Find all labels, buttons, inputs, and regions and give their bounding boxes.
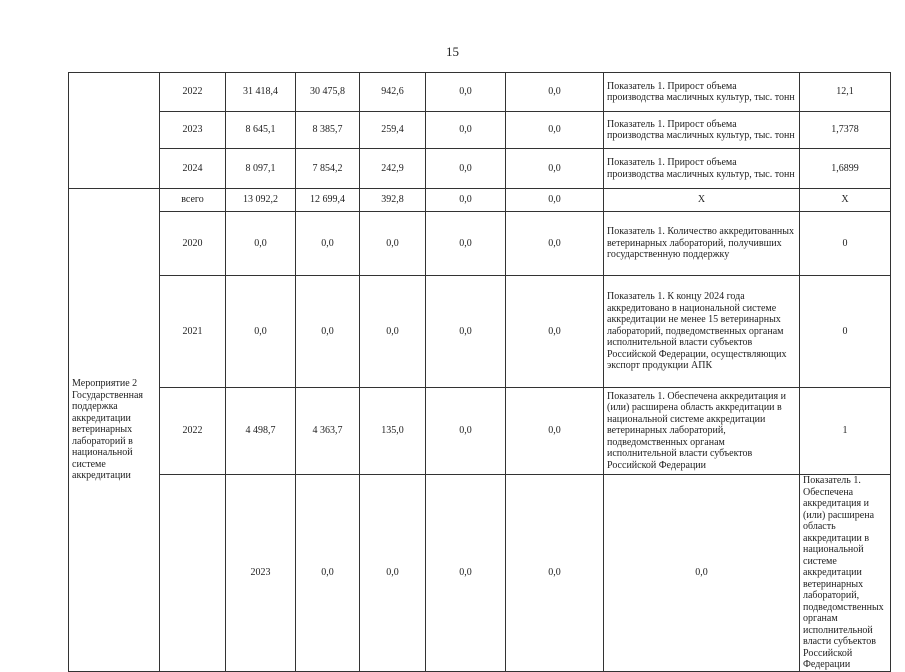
local-budget-cell: 0,0 xyxy=(506,475,604,672)
regional-budget-cell: 0,0 xyxy=(426,475,506,672)
total-cell: 8 645,1 xyxy=(226,112,296,149)
regional-budget-cell: 135,0 xyxy=(360,388,426,475)
year-cell: 2023 xyxy=(160,112,226,149)
table-row xyxy=(69,112,891,149)
table-row xyxy=(69,212,891,276)
local-budget-cell: 0,0 xyxy=(426,149,506,189)
indicator-value-cell: 1 xyxy=(800,388,891,475)
indicator-cell: Показатель 1. Количество аккредитованных ветеринарных лабораторий, получивших государственную поддержку xyxy=(604,212,800,276)
federal-budget-cell: 30 475,8 xyxy=(296,73,360,112)
indicator-value-cell: 1,7378 xyxy=(800,112,891,149)
measure-2-name-cell: Мероприятие 2 Государственная поддержка аккредитации ветеринарных лабораторий в национальной системе аккредитации xyxy=(69,189,160,672)
regional-budget-cell: 259,4 xyxy=(360,112,426,149)
year-cell: всего xyxy=(160,189,226,212)
table-row xyxy=(69,149,891,189)
measure-2-continued-cell xyxy=(160,475,226,672)
total-cell: 31 418,4 xyxy=(226,73,296,112)
extrabudget-cell: 0,0 xyxy=(506,112,604,149)
extrabudget-cell: 0,0 xyxy=(604,475,800,672)
local-budget-cell: 0,0 xyxy=(426,276,506,388)
extrabudget-cell: 0,0 xyxy=(506,276,604,388)
total-cell: 0,0 xyxy=(226,276,296,388)
federal-budget-cell: 12 699,4 xyxy=(296,189,360,212)
year-cell: 2021 xyxy=(160,276,226,388)
table-row xyxy=(69,73,891,112)
regional-budget-cell: 942,6 xyxy=(360,73,426,112)
page-number: 15 xyxy=(446,44,459,59)
federal-budget-cell: 0,0 xyxy=(360,475,426,672)
total-cell: 8 097,1 xyxy=(226,149,296,189)
indicator-cell: Показатель 1. Прирост объема производства масличных культур, тыс. тонн xyxy=(604,149,800,189)
table-row xyxy=(69,189,891,212)
regional-budget-cell: 392,8 xyxy=(360,189,426,212)
indicator-value-cell: 0 xyxy=(800,212,891,276)
regional-budget-cell: 0,0 xyxy=(360,276,426,388)
year-cell: 2022 xyxy=(160,73,226,112)
federal-budget-cell: 4 363,7 xyxy=(296,388,360,475)
local-budget-cell: 0,0 xyxy=(426,189,506,212)
table-row xyxy=(69,276,891,388)
federal-budget-cell: 0,0 xyxy=(296,276,360,388)
local-budget-cell: 0,0 xyxy=(426,112,506,149)
indicator-value-cell: X xyxy=(800,189,891,212)
extrabudget-cell: 0,0 xyxy=(506,212,604,276)
total-cell: 4 498,7 xyxy=(226,388,296,475)
federal-budget-cell: 8 385,7 xyxy=(296,112,360,149)
indicator-cell: X xyxy=(604,189,800,212)
extrabudget-cell: 0,0 xyxy=(506,189,604,212)
extrabudget-cell: 0,0 xyxy=(506,388,604,475)
federal-budget-cell: 0,0 xyxy=(296,212,360,276)
regional-budget-cell: 242,9 xyxy=(360,149,426,189)
year-cell: 2024 xyxy=(160,149,226,189)
total-cell: 0,0 xyxy=(296,475,360,672)
table-row xyxy=(69,475,891,672)
regional-budget-cell: 0,0 xyxy=(360,212,426,276)
indicator-cell: Показатель 1. Обеспечена аккредитация и (или) расширена область аккредитации в национальной системе аккредитации ветеринарных лабораторий, подведомственных органам исполнительной власти субъектов Российской Федерации xyxy=(604,388,800,475)
indicator-cell: Показатель 1. Прирост объема производства масличных культур, тыс. тонн xyxy=(604,73,800,112)
year-cell: 2020 xyxy=(160,212,226,276)
local-budget-cell: 0,0 xyxy=(426,388,506,475)
table-row xyxy=(69,388,891,475)
extrabudget-cell: 0,0 xyxy=(506,149,604,189)
indicator-cell: Показатель 1. Прирост объема производства масличных культур, тыс. тонн xyxy=(604,112,800,149)
extrabudget-cell: 0,0 xyxy=(506,73,604,112)
indicator-cell: Показатель 1. К концу 2024 года аккредитовано в национальной системе аккредитации не менее 15 ветеринарных лабораторий, подведомственных органам исполнительной власти субъектов Российской Федерации, осуществляющих экспорт продукции АПК xyxy=(604,276,800,388)
year-cell: 2023 xyxy=(226,475,296,672)
year-cell: 2022 xyxy=(160,388,226,475)
total-cell: 0,0 xyxy=(226,212,296,276)
indicator-cell: Показатель 1. Обеспечена аккредитация и (или) расширена область аккредитации в национальной системе аккредитации ветеринарных лабораторий, подведомственных органам исполнительной власти субъектов Российской Федерации xyxy=(800,475,891,672)
indicator-value-cell: 12,1 xyxy=(800,73,891,112)
local-budget-cell: 0,0 xyxy=(426,73,506,112)
indicator-value-cell: 0 xyxy=(800,276,891,388)
program-funding-table xyxy=(68,72,891,672)
indicator-value-cell: 1,6899 xyxy=(800,149,891,189)
local-budget-cell: 0,0 xyxy=(426,212,506,276)
federal-budget-cell: 7 854,2 xyxy=(296,149,360,189)
total-cell: 13 092,2 xyxy=(226,189,296,212)
measure-1-name-cell xyxy=(69,73,160,189)
